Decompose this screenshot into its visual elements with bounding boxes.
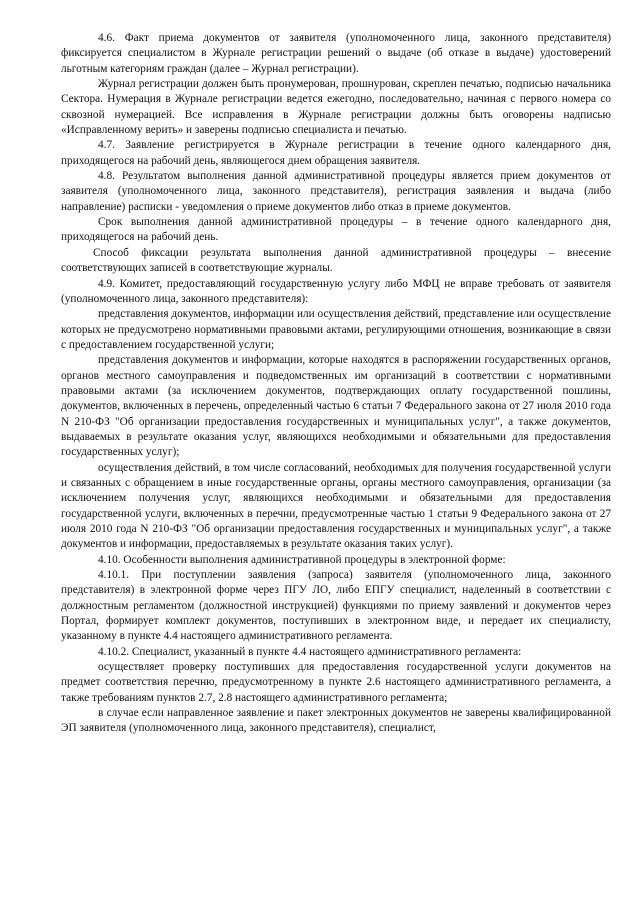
document-page — [61, 31, 611, 737]
paragraph-4-8: 4.8. Результатом выполнения данной административной процедуры является прием документов от заявителя (уполномоченного лица, законного представителя), регистрация заявления и выдача (либо направление) расписки - уведомления о приеме документов либо отказ в приеме документов. — [61, 170, 611, 213]
paragraph-no-signature-case: в случае если направленное заявление и пакет электронных документов не заверены квалифицированной ЭП заявителя (уполномоченного лица, законного представителя), специалист, — [61, 707, 611, 735]
paragraph-journal-requirements: Журнал регистрации должен быть пронумерован, прошнурован, скреплен печатью, подписью начальника Сектора. Нумерация в Журнале регистрации ведется ежегодно, последовательно, начиная с первого номера со сквозной нумерацией. Все исправления в Журнале регистрации должны быть оговорены надписью «Исправленному верить» и заверены подписью специалиста и печатью. — [61, 78, 611, 137]
paragraph-4-9: 4.9. Комитет, предоставляющий государственную услугу либо МФЦ не вправе требовать от заявителя (уполномоченного лица, законного представителя): — [61, 277, 611, 305]
paragraph-procedure-term: Срок выполнения данной административной процедуры – в течение одного календарного дня, приходящегося на рабочий день. — [61, 216, 611, 244]
paragraph-prohibition-1: представления документов, информации или осуществления действий, представление или осуществление которых не предусмотрено нормативными правовыми актами, регулирующими отношения, возникающие в связи с предоставлением государственной услуги; — [61, 308, 611, 351]
paragraph-prohibition-2: представления документов и информации, которые находятся в распоряжении государственных органов, органов местного самоуправления и подведомственных им организаций в соответствии с нормативными правовыми актами (за исключением документов, подтверждающих оплату государственной пошлины, документов, включенных в перечень, определенный частью 6 статьи 7 Федерального закона от 27 июля 2010 года N 210-ФЗ "Об организации предоставления государственных и муниципальных услуг", а также документов, выдаваемых в результате оказания услуг, являющихся необходимыми и обязательными для предоставления государственных услуг); — [61, 354, 611, 459]
paragraph-4-7: 4.7. Заявление регистрируется в Журнале регистрации в течение одного календарного дня, приходящегося на рабочий день, являющегося днем обращения заявителя. — [61, 139, 611, 167]
paragraph-4-6: 4.6. Факт приема документов от заявителя (уполномоченного лица, законного представителя) фиксируется специалистом в Журнале регистрации решений о выдаче (об отказе в выдаче) удостоверений льготным категориям граждан (далее – Журнал регистрации). — [61, 32, 611, 75]
paragraph-prohibition-3: осуществления действий, в том числе согласований, необходимых для получения государственной услуги и связанных с обращением в иные государственные органы, органы местного самоуправления, организации (за исключением получения услуг, являющихся необходимыми и обязательными для предоставления государственной услуги, включенных в перечни, предусмотренные частью 1 статьи 9 Федерального закона от 27 июля 2010 года N 210-ФЗ "Об организации предоставления государственных и муниципальных услуг", а также документов и информации, предоставляемых в результате оказания таких услуг). — [61, 461, 611, 551]
paragraph-verification: осуществляет проверку поступивших для предоставления государственной услуги документов на предмет соответствия перечню, предусмотренному в пункте 2.6 настоящего административного регламента, а также требованиям пунктов 2.7, 2.8 настоящего административного регламента; — [61, 661, 611, 704]
paragraph-4-10: 4.10. Особенности выполнения административной процедуры в электронной форме: — [98, 553, 506, 566]
paragraph-4-10-2: 4.10.2. Специалист, указанный в пункте 4.4 настоящего административного регламента: — [98, 645, 522, 658]
paragraph-4-10-1: 4.10.1. При поступлении заявления (запроса) заявителя (уполномоченного лица, законного представителя) в электронной форме через ПГУ ЛО, либо ЕПГУ специалист, наделенный в соответствии с должностным регламентом (должностной инструкцией) функциями по приему заявлений и документов через Портал, формирует комплект документов, поступивших в электронном виде, и передает их специалисту, указанному в пункте 4.4 настоящего административного регламента. — [61, 569, 611, 643]
paragraph-fixation-method: Способ фиксации результата выполнения данной административной процедуры – внесение соответствующих записей в соответствующие журналы. — [61, 246, 611, 275]
